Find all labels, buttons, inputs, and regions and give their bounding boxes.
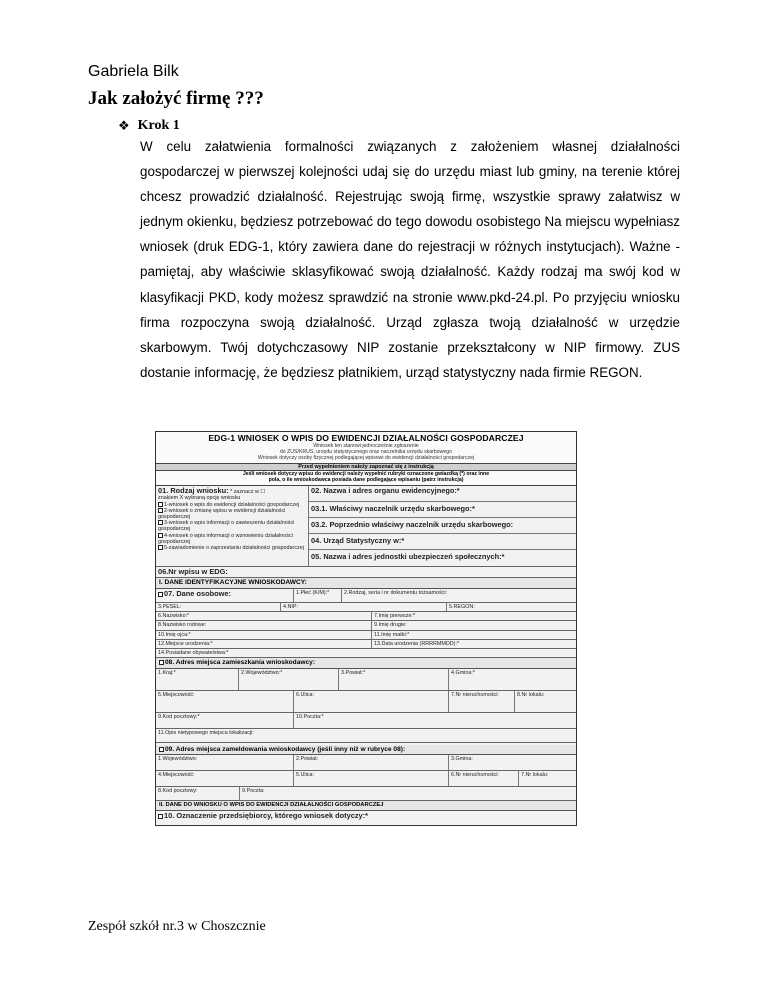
field-01-hint-2: znakiem X wybraną opcję wniosku — [158, 495, 241, 502]
field-ulica: 6.Ulica: — [294, 691, 449, 712]
field-01 — [156, 486, 309, 566]
footer-school: Zespół szkół nr.3 w Choszcznie — [88, 919, 266, 934]
checkbox-icon — [158, 592, 163, 597]
form-note-1: Jeśli wniosek dotyczy wpisu do ewidencji należy wypełnić rubryki oznaczone gwiazdką (*) oraz inne — [242, 470, 490, 477]
field-07-label: 07. Dane osobowe: — [164, 589, 231, 599]
field-miejscowosc-9: 4.Miejscowość: — [156, 771, 294, 786]
field-poczta-9: 9.Poczta: — [242, 788, 265, 795]
id-numbers-row — [156, 603, 576, 612]
field-01-label: 01. Rodzaj wniosku: — [158, 485, 229, 495]
form-subtitle-2: do ZUS/KRUS, urzędu statystycznego oraz naczelnika urzędu skarbowego — [279, 448, 453, 455]
form-subtitle-3: Wniosek dotyczy osoby fizycznej podlegającej wpisowi do ewidencji działalności gospodarczej — [257, 454, 475, 461]
form-note — [156, 471, 576, 486]
field-powiat-9: 2.Powiat: — [294, 755, 449, 770]
step-label: Krok 1 — [137, 118, 180, 133]
form-block-01-05 — [156, 486, 576, 567]
form-title: EDG-1 WNIOSEK O WPIS DO EWIDENCJI DZIAŁALNOŚCI GOSPODARCZEJ — [208, 433, 524, 443]
address-row-1 — [156, 669, 576, 691]
option-5: 5-zawiadomienie o zaprzestaniu działalności gospodarczej — [164, 545, 304, 552]
field-03-1: 03.1. Właściwy naczelnik urzędu skarbowego:* — [309, 502, 576, 518]
author-name: Gabriela Bilk — [88, 63, 179, 80]
checkbox-icon — [158, 520, 163, 525]
edg1-form-scan — [155, 431, 577, 826]
checkbox-icon — [158, 814, 163, 819]
option-2: 2-wniosek o zmianę wpisu w ewidencji działalności gospodarczej — [158, 507, 286, 521]
section-09 — [156, 745, 576, 756]
field-kod-pocztowy-9: 8.Kod pocztowy: — [156, 787, 240, 800]
field-10-label: 10. Oznaczenie przedsiębiorcy, którego wniosek dotyczy:* — [164, 811, 368, 821]
field-06-row — [156, 567, 576, 579]
birth-row — [156, 640, 576, 649]
checkbox-icon — [158, 502, 163, 507]
field-powiat: 3.Powiat:* — [339, 669, 449, 690]
field-miejsce-urodzenia: 12.Miejsce urodzenia:* — [156, 640, 372, 648]
parents-row — [156, 631, 576, 640]
field-07-1: 1.Płeć (K/M):* — [294, 589, 342, 602]
field-10 — [156, 811, 576, 826]
section-08 — [156, 658, 576, 669]
checkbox-icon — [158, 508, 163, 513]
field-nazwisko-rodowe: 8.Nazwisko rodowe: — [156, 621, 372, 629]
field-kod-pocztowy: 9.Kod pocztowy:* — [156, 713, 294, 728]
field-nr-nieruchomosci: 7.Nr nieruchomości: — [449, 691, 515, 712]
section-09-label: 09. Adres miejsca zameldowania wnioskodawcy (jeśli inny niż w rubryce 08): — [165, 745, 406, 753]
field-01-hint: * zaznacz w ☐ — [230, 488, 266, 495]
registration-row-3 — [156, 787, 576, 801]
fields-02-05 — [309, 486, 576, 566]
field-nazwisko: 6.Nazwisko:* — [156, 612, 372, 620]
field-02: 02. Nazwa i adres organu ewidencyjnego:* — [309, 486, 576, 502]
field-nip: 4.NIP: — [281, 603, 447, 611]
field-gmina: 4.Gmina:* — [451, 669, 475, 676]
field-regon: 5.REGON: — [449, 604, 475, 611]
form-subtitle-1: Wniosek ten stanowi jednocześnie zgłoszenie — [313, 442, 419, 449]
section-08-label: 08. Adres miejsca zamieszkania wnioskodawcy: — [165, 659, 316, 667]
checkbox-icon — [158, 545, 163, 550]
option-1: 1-wniosek o wpis do ewidencji działalności gospodarczej — [164, 501, 300, 508]
step-heading — [118, 118, 180, 134]
field-imie-matki: 11.Imię matki:* — [374, 631, 410, 638]
checkbox-icon — [159, 747, 164, 752]
address-row-3 — [156, 713, 576, 729]
field-10-row — [156, 811, 576, 826]
registration-row-1 — [156, 755, 576, 771]
form-instruction-bar: Przed wypełnieniem należy zapoznać się z instrukcją — [156, 464, 576, 471]
citizenship-row — [156, 649, 576, 658]
field-data-urodzenia: 13.Data urodzenia (RRRRMMDD):* — [374, 640, 460, 647]
field-03-2: 03.2. Poprzednio właściwy naczelnik urzędu skarbowego: — [309, 518, 576, 534]
field-06: 06.Nr wpisu w EDG: — [158, 566, 228, 576]
field-poczta: 10.Poczta:* — [296, 713, 324, 720]
field-kraj: 1.Kraj:* — [156, 669, 239, 690]
option-3: 3-wniosek o wpis informacji o zawieszeniu działalności gospodarczej — [158, 520, 295, 533]
name-row-1 — [156, 612, 576, 621]
section-I: I. DANE IDENTYFIKACYJNE WNIOSKODAWCY: — [156, 578, 576, 589]
field-imie2: 9.Imię drugie: — [374, 622, 407, 629]
field-imie1: 7.Imię pierwsze:* — [374, 613, 416, 620]
field-imie-ojca: 10.Imię ojca:* — [156, 631, 372, 639]
page-title: Jak założyć firmę ??? — [88, 88, 264, 109]
field-07 — [156, 589, 294, 602]
field-05: 05. Nazwa i adres jednostki ubezpieczeń społecznych:* — [311, 551, 505, 561]
form-note-2: pola, o ile wnioskodawca posiada dane podlegające wpisaniu (patrz instrukcja) — [268, 476, 464, 483]
field-pesel: 3.PESEL: — [156, 603, 281, 611]
field-gmina-9: 3.Gmina: — [451, 756, 473, 763]
field-04: 04. Urząd Statystyczny w:* — [309, 534, 576, 550]
option-4: 4-wniosek o wpis informacji o wznowieniu działalności gospodarczej — [158, 532, 293, 545]
body-paragraph: W celu załatwienia formalności związanych z założeniem własnej działalności gospodarczej w pierwszej kolejności udaj się do urzędu miast lub gminy, na terenie której chcesz prowadzić działalność. Rejestrując swoją firmę, wszystkie sprawy załatwisz w jednym okienku, będziesz potrzebować do tego dowodu osobistego Na miejscu wypełniasz wniosek (druk EDG-1, który zawiera dane do rejestracji w różnych instytucjach). Ważne - pamiętaj, aby właściwie sklasyfikować swoją działalność. Każdy rodzaj ma swój kod w klasyfikacji PKD, kody możesz sprawdzić na stronie www.pkd-24.pl. Po przyjęciu wniosku firma rozpoczyna swoją działalność. Urząd zgłasza twoją działalność w urzędzie skarbowym. Twój dotychczasowy NIP zostanie przekształcony w NIP firmowy. ZUS dostanie informację, że będziesz płatnikiem, urząd statystyczny nada firmie REGON. — [140, 139, 680, 380]
address-row-4 — [156, 729, 576, 743]
field-wojewodztwo-9: 1.Województwo: — [156, 755, 294, 770]
field-nr-nieruchomosci-9: 6.Nr nieruchomości: — [449, 771, 519, 786]
section-II: II. DANE DO WNIOSKU O WPIS DO EWIDENCJI DZIAŁALNOŚCI GOSPODARCZEJ — [156, 801, 576, 811]
name-row-2 — [156, 621, 576, 630]
diamond-bullet-icon: ❖ — [118, 118, 130, 133]
field-miejscowosc: 5.Miejscowość: — [156, 691, 294, 712]
field-nr-lokalu: 8.Nr lokalu: — [517, 691, 545, 698]
field-opis-lokalizacji: 11.Opis nietypowego miejsca lokalizacji: — [158, 729, 254, 736]
field-nr-lokalu-9: 7.Nr lokalu: — [521, 772, 549, 779]
field-07-2: 2.Rodzaj, seria i nr dokumentu tożsamości: — [344, 590, 448, 597]
address-row-2 — [156, 691, 576, 713]
field-07-row — [156, 589, 576, 603]
form-header — [156, 432, 576, 464]
field-wojewodztwo: 2.Województwo:* — [239, 669, 339, 690]
checkbox-icon — [158, 533, 163, 538]
field-obywatelstwo: 14.Posiadane obywatelstwa:* — [158, 650, 229, 657]
field-ulica-9: 5.Ulica: — [294, 771, 449, 786]
registration-row-2 — [156, 771, 576, 787]
checkbox-icon — [159, 660, 164, 665]
